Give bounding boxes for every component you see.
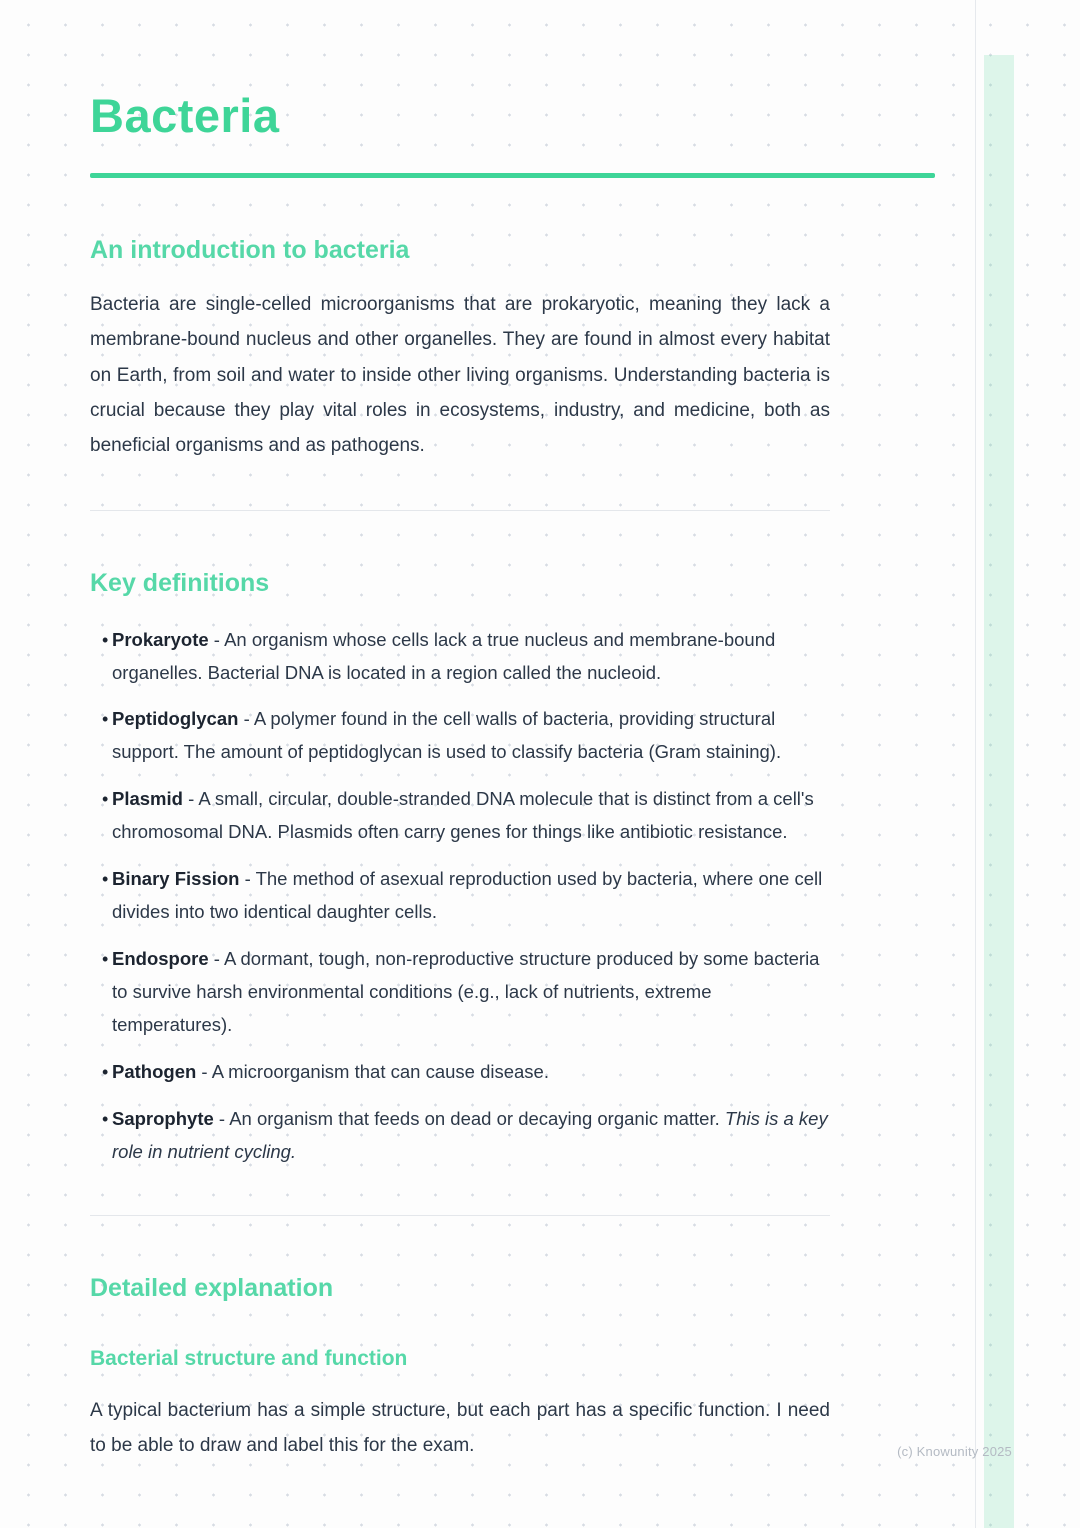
definition-term: Plasmid	[112, 788, 183, 810]
bullet-dot: •	[102, 869, 109, 890]
page-edge-line	[975, 0, 976, 1528]
section-heading-introduction: An introduction to bacteria	[90, 236, 410, 264]
definition-term: Peptidoglycan	[112, 708, 239, 730]
document-content	[90, 88, 830, 1463]
subheading-bacterial-structure: Bacterial structure and function	[90, 1346, 408, 1370]
copyright-footer: (c) Knowunity 2025	[897, 1444, 1012, 1459]
definition-text	[112, 1056, 830, 1089]
section-heading-detailed-explanation: Detailed explanation	[90, 1273, 334, 1302]
list-item	[90, 1103, 830, 1169]
definition-text	[112, 624, 830, 690]
definition-separator: -	[208, 628, 225, 650]
section-heading-key-definitions: Key definitions	[90, 568, 270, 597]
list-item	[90, 1056, 830, 1089]
definition-text	[112, 863, 830, 929]
definition-separator: -	[182, 788, 199, 810]
definition-separator: -	[238, 708, 254, 730]
page-edge-stripe	[984, 55, 1014, 1528]
bullet-dot: •	[102, 1061, 109, 1082]
definition-description: An organism whose cells lack a true nucleus and membrane-bound organelles. Bacterial DNA is located in a region called the nucleoid.	[112, 628, 776, 683]
definition-term: Prokaryote	[112, 628, 209, 650]
introduction-paragraph: Bacteria are single-celled microorganisms that are prokaryotic, meaning they lack a membrane-bound nucleus and other organelles. They are found in almost every habitat on Earth, from soil and water to inside other living organisms. Understanding bacteria is crucial because they play vital roles in ecosystems, industry, and medicine, both as beneficial organisms and as pathogens.	[90, 294, 830, 457]
definition-italic-note: This is a key role in nutrient cycling.	[112, 1107, 828, 1162]
section-divider	[90, 510, 830, 511]
definition-text	[112, 703, 830, 769]
bullet-dot: •	[102, 629, 109, 650]
definition-description: An organism that feeds on dead or decaying organic matter.	[229, 1107, 725, 1129]
list-item	[90, 943, 830, 1042]
list-item	[90, 703, 830, 769]
definition-description: A small, circular, double-stranded DNA molecule that is distinct from a cell's chromosomal DNA. Plasmids often carry genes for things like antibiotic resistance.	[112, 788, 814, 843]
bullet-dot: •	[102, 1108, 109, 1129]
definition-text	[112, 1103, 830, 1169]
bullet-dot: •	[102, 949, 109, 970]
bullet-dot: •	[102, 709, 109, 730]
definition-description: The method of asexual reproduction used by bacteria, where one cell divides into two identical daughter cells.	[112, 868, 823, 923]
definition-term: Pathogen	[112, 1060, 197, 1082]
definition-separator: -	[239, 868, 256, 890]
definition-term: Saprophyte	[112, 1107, 214, 1129]
definition-text	[112, 943, 830, 1042]
detailed-paragraph: A typical bacterium has a simple structure, but each part has a specific function. I need to be able to draw and label this for the exam.	[90, 1399, 830, 1456]
definition-description: A polymer found in the cell walls of bacteria, providing structural support. The amount of peptidoglycan is used to classify bacteria (Gram staining).	[112, 708, 782, 763]
definitions-list	[90, 624, 830, 1169]
definition-term: Endospore	[112, 948, 209, 970]
definition-separator: -	[213, 1107, 230, 1129]
list-item	[90, 863, 830, 929]
definition-text	[112, 783, 830, 849]
definition-description: A dormant, tough, non-reproductive structure produced by some bacteria to survive harsh environmental conditions (e.g., lack of nutrients, extreme temperatures).	[112, 948, 820, 1035]
definition-term: Binary Fission	[112, 868, 240, 890]
list-item	[90, 624, 830, 690]
definition-separator: -	[196, 1060, 212, 1082]
page-title: Bacteria	[90, 89, 280, 142]
section-divider	[90, 1215, 830, 1216]
title-underline-rule	[90, 173, 935, 178]
bullet-dot: •	[102, 789, 109, 810]
definition-separator: -	[208, 948, 225, 970]
list-item	[90, 783, 830, 849]
definition-description: A microorganism that can cause disease.	[211, 1060, 549, 1082]
